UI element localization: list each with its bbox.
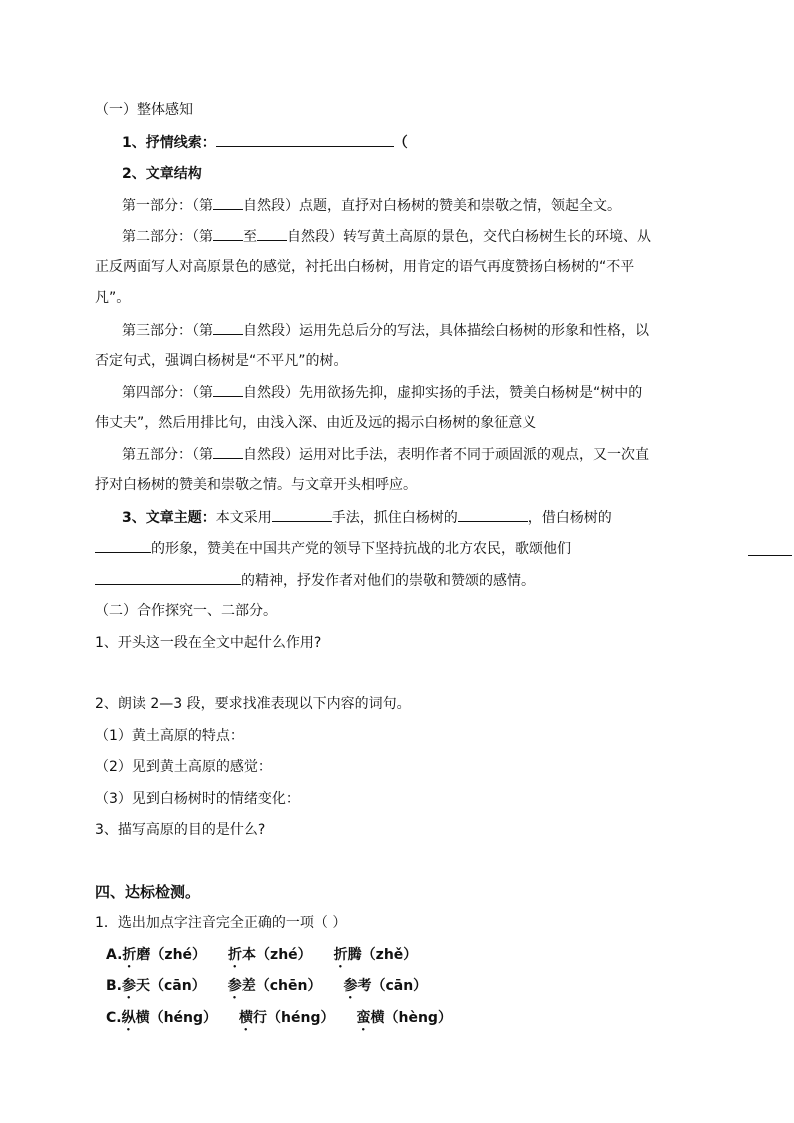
- structure-part-3-line2: 否定句式，强调白杨树是“不平凡”的树。: [95, 353, 348, 369]
- word-rest: 本（zhé）: [242, 947, 312, 963]
- dotted-char: 参: [122, 978, 136, 994]
- question-plateau-purpose: 3、描写高原的目的是什么?: [95, 822, 266, 838]
- option-word: [357, 1008, 452, 1034]
- structure-part-2-line3: 凡”。: [95, 290, 131, 306]
- part-5-prefix: 第五部分：（第: [122, 447, 213, 463]
- q3-theme-line1: [122, 507, 612, 528]
- option-letter: A.: [106, 947, 123, 963]
- option-letter: B.: [106, 978, 122, 994]
- dotted-char: 蛮: [356, 1010, 371, 1026]
- word-rest: 考（cān）: [357, 978, 428, 994]
- structure-part-3: [122, 320, 649, 341]
- answer-blank[interactable]: [272, 507, 332, 522]
- sub-question-plateau-feelings: （2）见到黄土高原的感觉：: [95, 759, 272, 775]
- answer-blank[interactable]: [213, 226, 243, 241]
- word-rest: 磨（zhé）: [136, 947, 207, 963]
- answer-blank[interactable]: [748, 541, 792, 556]
- q3-text-1: 本文采用: [215, 510, 272, 526]
- sub-question-plateau-features: （1）黄土高原的特点：: [95, 728, 244, 744]
- word-rest: 横（hèng）: [370, 1010, 452, 1026]
- dotted-char: 纵: [121, 1010, 136, 1026]
- option-a[interactable]: [106, 945, 439, 971]
- q3-theme-line3: [95, 570, 535, 591]
- section-heading-cooperative: （二）合作探究一、二部分。: [95, 603, 277, 619]
- part-2-mid: 至: [243, 229, 257, 245]
- q1-emotion-clue: [122, 132, 408, 153]
- q3-text-5: 的精神，抒发作者对他们的崇敬和赞颂的感情。: [241, 573, 535, 589]
- dotted-char: 横: [239, 1010, 254, 1026]
- answer-blank[interactable]: [213, 444, 243, 459]
- dotted-char: 折: [333, 947, 348, 963]
- option-word: [239, 1008, 334, 1034]
- structure-part-1: [122, 195, 621, 216]
- answer-blank[interactable]: [257, 226, 287, 241]
- answer-blank[interactable]: [95, 538, 151, 553]
- question-read-aloud: 2、朗读 2—3 段，要求找准表现以下内容的词句。: [95, 696, 411, 712]
- option-b[interactable]: [106, 976, 449, 1002]
- part-4-prefix: 第四部分：（第: [122, 385, 213, 401]
- q3-text-2: 手法，抓住白杨树的: [331, 510, 458, 526]
- option-letter: C.: [106, 1010, 122, 1026]
- word-rest: 差（chēn）: [241, 978, 322, 994]
- q3-text-3: ，借白杨树的: [527, 510, 612, 526]
- section-heading-overall: （一）整体感知: [95, 102, 193, 118]
- answer-blank[interactable]: [213, 382, 243, 397]
- answer-blank[interactable]: [95, 570, 241, 585]
- structure-part-4-line2: 伟丈夫”，然后用排比句，由浅入深、由近及远的揭示白杨树的象征意义: [95, 415, 537, 431]
- dotted-char: 参: [343, 978, 358, 994]
- q1-label: 1、抒情线索：: [122, 135, 216, 151]
- part-4-text: 自然段）先用欲扬先抑，虚抑实扬的手法，赞美白杨树是“树中的: [243, 385, 643, 401]
- question-pinyin: 1．选出加点字注音完全正确的一项（ ）: [95, 915, 347, 931]
- part-1-text: 自然段）点题，直抒对白杨树的赞美和崇敬之情，领起全文。: [243, 198, 621, 214]
- sub-question-emotion-change: （3）见到白杨树时的情绪变化：: [95, 791, 300, 807]
- part-3-text: 自然段）运用先总后分的写法，具体描绘白杨树的形象和性格，以: [243, 323, 649, 339]
- option-word: [122, 976, 206, 1002]
- answer-blank[interactable]: [216, 132, 394, 147]
- structure-part-4: [122, 382, 642, 403]
- answer-blank[interactable]: [458, 507, 528, 522]
- option-word: [334, 945, 418, 971]
- q2-structure-heading: 2、文章结构: [122, 166, 202, 182]
- answer-blank[interactable]: [213, 320, 243, 335]
- word-rest: 行（héng）: [253, 1010, 335, 1026]
- structure-part-2: [122, 226, 651, 247]
- dotted-char: 折: [122, 947, 137, 963]
- q3-label: 3、文章主题：: [122, 510, 216, 526]
- question-opening-role: 1、开头这一段在全文中起什么作用?: [95, 635, 322, 651]
- dotted-char: 折: [228, 947, 243, 963]
- section-heading-assessment: 四、达标检测。: [95, 883, 201, 901]
- option-word: [122, 1008, 217, 1034]
- option-word: [228, 976, 322, 1002]
- dotted-char: 参: [227, 978, 242, 994]
- part-2-text: 自然段）转写黄土高原的景色，交代白杨树生长的环境、从: [287, 229, 651, 245]
- word-rest: 天（cān）: [136, 978, 206, 994]
- part-5-text: 自然段）运用对比手法，表明作者不同于顽固派的观点，又一次直: [243, 447, 649, 463]
- structure-part-5: [122, 444, 649, 465]
- option-word: [228, 945, 312, 971]
- q3-theme-line2: [95, 538, 571, 559]
- word-rest: 横（héng）: [135, 1010, 218, 1026]
- q1-tail: （: [393, 135, 408, 151]
- q3-text-4: 的形象，赞美在中国共产党的领导下坚持抗战的北方农民，歌颂他们: [151, 541, 571, 557]
- part-3-prefix: 第三部分：（第: [122, 323, 213, 339]
- structure-part-5-line2: 抒对白杨树的赞美和崇敬之情。与文章开头相呼应。: [95, 477, 417, 493]
- option-c[interactable]: [106, 1008, 474, 1034]
- answer-blank[interactable]: [213, 195, 243, 210]
- option-word: [122, 945, 206, 971]
- option-word: [343, 976, 427, 1002]
- part-1-prefix: 第一部分：（第: [122, 198, 213, 214]
- word-rest: 腾（zhě）: [347, 947, 418, 963]
- structure-part-2-line2: 正反两面写人对高原景色的感觉，衬托出白杨树，用肯定的语气再度赞扬白杨树的“不平: [95, 259, 635, 275]
- part-2-prefix: 第二部分：（第: [122, 229, 213, 245]
